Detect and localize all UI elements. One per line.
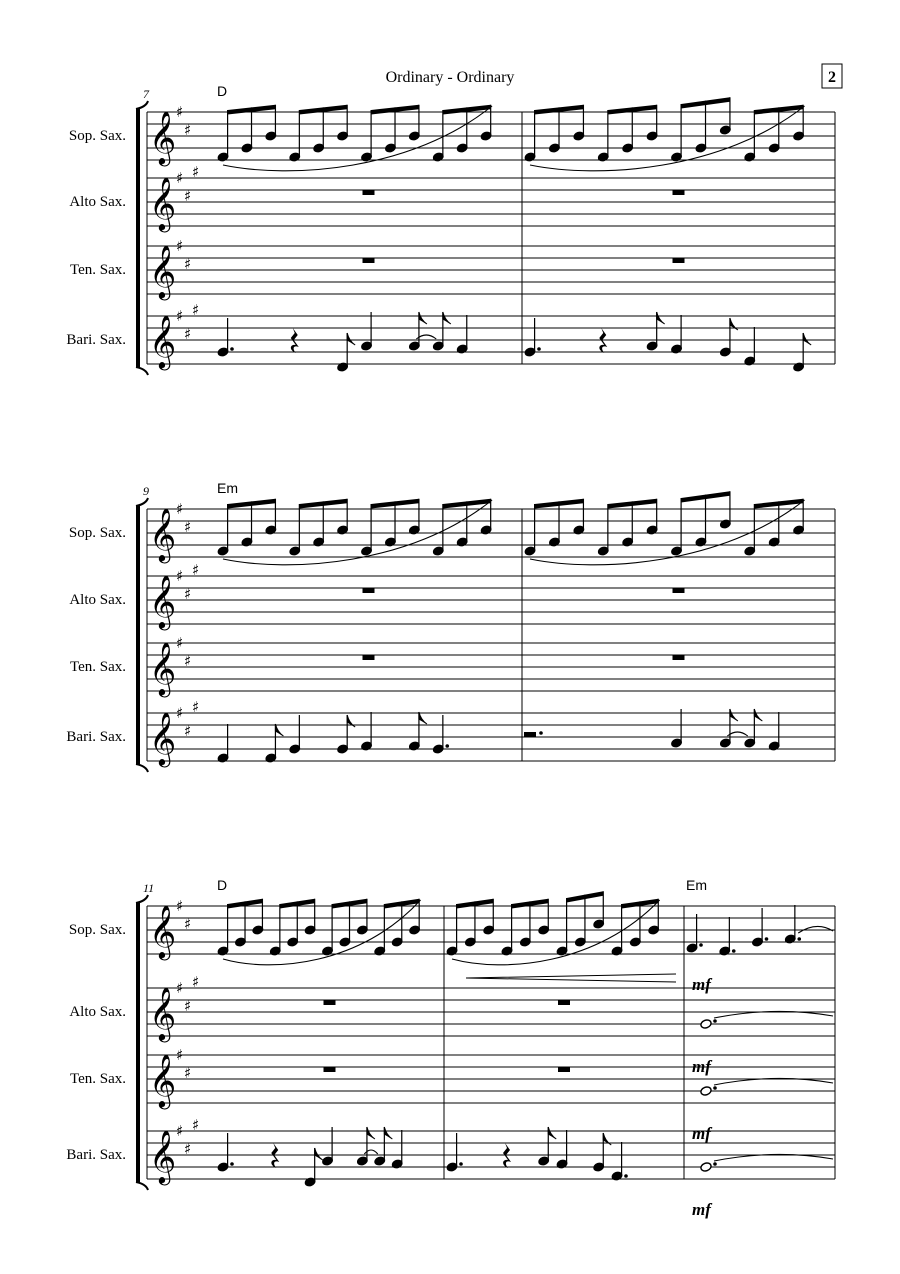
eighth-flag bbox=[367, 1127, 375, 1139]
dynamic-marking: mf bbox=[692, 1124, 711, 1143]
music-system bbox=[66, 83, 835, 375]
key-signature-sharp: ♯ bbox=[176, 169, 184, 187]
dynamic-marking: mf bbox=[692, 1057, 711, 1076]
dot bbox=[732, 949, 736, 953]
page-number: 2 bbox=[828, 69, 836, 86]
whole-rest bbox=[363, 190, 375, 195]
instrument-label: Sop. Sax. bbox=[68, 128, 126, 144]
key-signature-sharp: ♯ bbox=[184, 325, 192, 343]
treble-clef: 𝄞 bbox=[149, 1129, 177, 1183]
note-head bbox=[700, 1086, 712, 1097]
music-system bbox=[66, 877, 835, 1219]
music-systems bbox=[66, 83, 835, 1219]
eighth-flag bbox=[419, 712, 427, 724]
dot bbox=[713, 1162, 717, 1166]
dot bbox=[230, 1162, 234, 1166]
treble-clef: 𝄞 bbox=[149, 986, 177, 1040]
whole-rest bbox=[673, 190, 685, 195]
measure-number: 9 bbox=[143, 484, 149, 498]
key-signature-sharp: ♯ bbox=[184, 585, 192, 603]
half-rest bbox=[524, 732, 536, 737]
key-signature-sharp: ♯ bbox=[184, 997, 192, 1015]
instrument-label: Alto Sax. bbox=[69, 1004, 126, 1020]
instrument-label: Sop. Sax. bbox=[68, 922, 126, 938]
chord-symbol: Em bbox=[686, 877, 707, 893]
note-head bbox=[700, 1162, 712, 1173]
key-signature-sharp: ♯ bbox=[176, 567, 184, 585]
slur bbox=[223, 106, 492, 171]
treble-clef: 𝄞 bbox=[149, 641, 177, 695]
score-title: Ordinary - Ordinary bbox=[385, 69, 515, 86]
key-signature-sharp: ♯ bbox=[176, 103, 184, 121]
instrument-label: Alto Sax. bbox=[69, 194, 126, 210]
eighth-flag bbox=[443, 312, 451, 324]
eighth-flag bbox=[384, 1127, 392, 1139]
slur bbox=[530, 106, 805, 171]
key-signature-sharp: ♯ bbox=[192, 561, 200, 579]
whole-rest bbox=[324, 1000, 336, 1005]
whole-rest bbox=[363, 258, 375, 263]
dot bbox=[445, 744, 449, 748]
key-signature-sharp: ♯ bbox=[184, 121, 192, 139]
key-signature-sharp: ♯ bbox=[184, 255, 192, 273]
treble-clef: 𝄞 bbox=[149, 110, 177, 164]
key-signature-sharp: ♯ bbox=[192, 163, 200, 181]
eighth-flag bbox=[754, 709, 762, 721]
dot bbox=[797, 937, 801, 941]
dot bbox=[624, 1174, 628, 1178]
treble-clef: 𝄞 bbox=[149, 574, 177, 628]
key-signature-sharp: ♯ bbox=[176, 1046, 184, 1064]
treble-clef: 𝄞 bbox=[149, 507, 177, 561]
measure-number: 7 bbox=[143, 87, 149, 101]
key-signature-sharp: ♯ bbox=[184, 915, 192, 933]
key-signature-sharp: ♯ bbox=[184, 518, 192, 536]
crescendo-hairpin bbox=[466, 974, 676, 982]
key-signature-sharp: ♯ bbox=[184, 652, 192, 670]
dot bbox=[765, 937, 769, 941]
dot bbox=[699, 943, 703, 947]
system-bracket bbox=[136, 109, 140, 367]
dot bbox=[230, 347, 234, 351]
dynamic-marking: mf bbox=[692, 975, 711, 994]
eighth-flag bbox=[657, 312, 665, 324]
instrument-label: Bari. Sax. bbox=[66, 1147, 126, 1163]
whole-rest bbox=[673, 588, 685, 593]
treble-clef: 𝄞 bbox=[149, 244, 177, 298]
key-signature-sharp: ♯ bbox=[184, 1140, 192, 1158]
slur bbox=[223, 500, 492, 565]
instrument-label: Ten. Sax. bbox=[69, 262, 126, 278]
key-signature-sharp: ♯ bbox=[192, 973, 200, 991]
key-signature-sharp: ♯ bbox=[192, 698, 200, 716]
chord-symbol: D bbox=[217, 877, 228, 893]
treble-clef: 𝄞 bbox=[149, 314, 177, 368]
instrument-label: Alto Sax. bbox=[69, 592, 126, 608]
treble-clef: 𝄞 bbox=[149, 904, 177, 958]
chord-symbol: D bbox=[217, 83, 228, 99]
whole-rest bbox=[673, 655, 685, 660]
key-signature-sharp: ♯ bbox=[176, 634, 184, 652]
key-signature-sharp: ♯ bbox=[176, 307, 184, 325]
whole-rest bbox=[673, 258, 685, 263]
eighth-flag bbox=[419, 312, 427, 324]
measure-number: 11 bbox=[143, 881, 155, 895]
key-signature-sharp: ♯ bbox=[184, 1064, 192, 1082]
whole-rest bbox=[324, 1067, 336, 1072]
key-signature-sharp: ♯ bbox=[184, 187, 192, 205]
key-signature-sharp: ♯ bbox=[192, 301, 200, 319]
whole-rest bbox=[558, 1067, 570, 1072]
whole-rest bbox=[363, 588, 375, 593]
key-signature-sharp: ♯ bbox=[176, 979, 184, 997]
key-signature-sharp: ♯ bbox=[176, 704, 184, 722]
system-bracket bbox=[136, 506, 140, 764]
instrument-label: Ten. Sax. bbox=[69, 1071, 126, 1087]
music-system bbox=[66, 480, 835, 772]
instrument-label: Bari. Sax. bbox=[66, 729, 126, 745]
eighth-flag bbox=[347, 333, 355, 345]
eighth-flag bbox=[275, 724, 283, 736]
whole-rest bbox=[363, 655, 375, 660]
dot bbox=[713, 1019, 717, 1023]
slur bbox=[223, 900, 421, 965]
key-signature-sharp: ♯ bbox=[176, 237, 184, 255]
eighth-flag bbox=[730, 709, 738, 721]
instrument-label: Sop. Sax. bbox=[68, 525, 126, 541]
dot bbox=[459, 1162, 463, 1166]
dynamic-marking: mf bbox=[692, 1200, 711, 1219]
dot bbox=[537, 347, 541, 351]
slur bbox=[530, 500, 805, 565]
instrument-label: Bari. Sax. bbox=[66, 332, 126, 348]
slur bbox=[452, 900, 660, 965]
dot bbox=[713, 1086, 717, 1090]
whole-rest bbox=[558, 1000, 570, 1005]
key-signature-sharp: ♯ bbox=[176, 1122, 184, 1140]
key-signature-sharp: ♯ bbox=[176, 500, 184, 518]
treble-clef: 𝄞 bbox=[149, 1053, 177, 1107]
system-bracket bbox=[136, 903, 140, 1182]
note-head bbox=[700, 1019, 712, 1030]
instrument-label: Ten. Sax. bbox=[69, 659, 126, 675]
key-signature-sharp: ♯ bbox=[184, 722, 192, 740]
treble-clef: 𝄞 bbox=[149, 176, 177, 230]
eighth-flag bbox=[548, 1127, 556, 1139]
key-signature-sharp: ♯ bbox=[192, 1116, 200, 1134]
eighth-flag bbox=[803, 333, 811, 345]
key-signature-sharp: ♯ bbox=[176, 897, 184, 915]
treble-clef: 𝄞 bbox=[149, 711, 177, 765]
eighth-flag bbox=[315, 1148, 323, 1160]
dot bbox=[539, 731, 543, 735]
chord-symbol: Em bbox=[217, 480, 238, 496]
